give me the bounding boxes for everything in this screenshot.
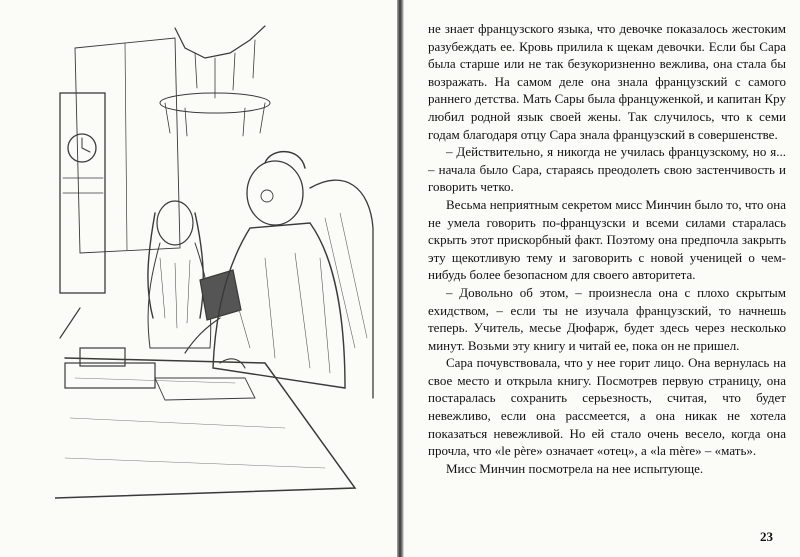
- pencil-sketch: [55, 18, 375, 518]
- paragraph: Сара почувствовала, что у нее горит лицо. Она вернулась на свое место и открыла книгу. Посмотрев первую страницу, она постаралась сохранить серьезность, считая, что будет невежливо, если она рассмеется, а она никак не хотела показаться невежливой. Но ей стало очень весело, когда она прочла, что «le père» означает «отец», а «la mère» – «мать».: [428, 355, 786, 459]
- paragraph: не знает французского языка, что девочке показалось жестоким разубеждать ее. Кровь прилила к щекам девочки. Если бы Сара была старше или не так безукоризненно вежлива, она стала бы возражать. На самом деле она знала французский с самого раннего детства. Мать Сары была француженкой, и капитан Кру любил родной язык своей жены. Так случилось, что к семи годам благодаря отцу Сара знала французский в совершенстве.: [428, 21, 786, 142]
- illustration-sara-and-miss-minchin: [55, 18, 375, 518]
- left-page: [0, 0, 398, 557]
- page-number: 23: [760, 529, 773, 544]
- paragraph: Мисс Минчин посмотрела на нее испытующе.: [446, 460, 704, 476]
- right-page: [403, 0, 800, 557]
- page-text: [428, 20, 786, 477]
- paragraph: – Довольно об этом, – произнесла она с плохо скрытым ехидством, – если ты не изучала французский, то начнешь теперь. Учитель, месье Дюфарж, будет здесь через несколько минут. Возьми эту книгу и читай ее, пока он не пришел.: [428, 284, 786, 353]
- paragraph: Весьма неприятным секретом мисс Минчин было то, что она не умела говорить по-французски и всеми силами старалась скрыть этот прискорбный факт. Поэтому она предпочла закрыть эту щекотливую тему и заговорить с новой ученицей о чем-нибудь более безопасном для своего авторитета.: [428, 196, 786, 283]
- paragraph: – Действительно, я никогда не училась французскому, но я... – начала было Сара, стараясь преодолеть свою застенчивость и говорить четко.: [428, 144, 786, 195]
